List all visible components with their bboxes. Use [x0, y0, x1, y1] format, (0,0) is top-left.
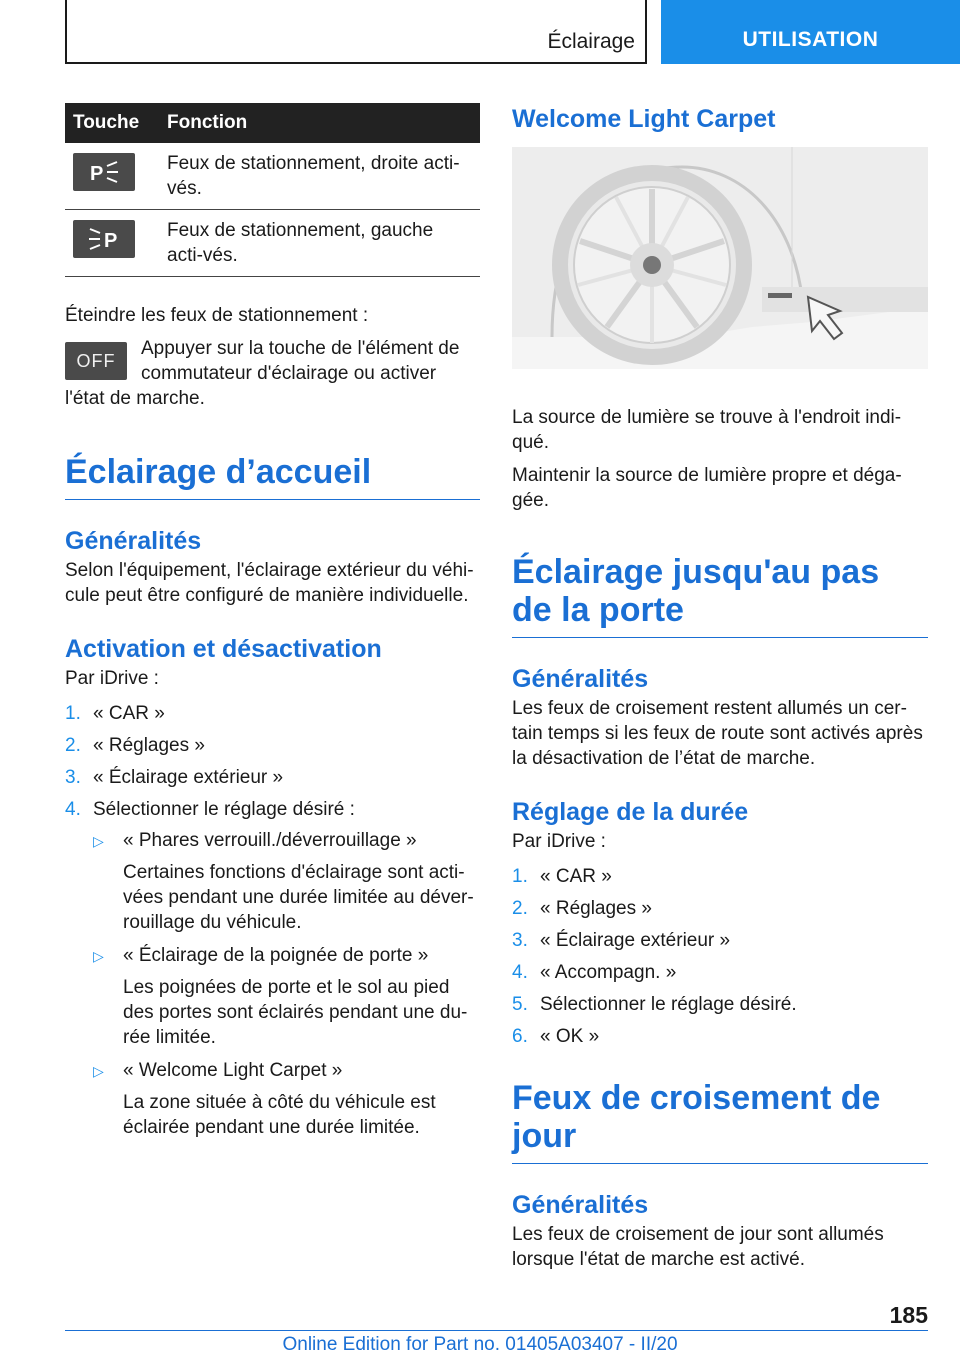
list-item: 4. « Accompagn. » [512, 962, 677, 983]
step-list [65, 701, 480, 1140]
list-item: 3. « Éclairage extérieur » [512, 930, 731, 951]
left-column [65, 103, 480, 1148]
header-section-title: Éclairage [547, 30, 635, 53]
triangle-bullet-icon: ▷ [93, 833, 104, 849]
section-title: Feux de croisement de jour [512, 1079, 928, 1164]
list-item: ▷ « Éclairage de la poignée de porte » Les poignées de porte et le sol au pied des portes sont éclairés pendant une du-rée limitée. [93, 945, 468, 1048]
subsection-title: Réglage de la durée [512, 798, 749, 826]
paragraph: La source de lumière se trouve à l'endroit indi-qué. [512, 407, 902, 453]
section-title: Éclairage jusqu'au pas de la porte [512, 553, 928, 638]
section-welcome-lighting [65, 453, 480, 1140]
table-row [65, 143, 480, 210]
subsection-title: Généralités [512, 1191, 649, 1219]
page-number: 185 [889, 1302, 928, 1328]
option-list [93, 828, 480, 1140]
off-instruction [65, 336, 480, 411]
header-chapter-tab: UTILISATION [661, 0, 960, 64]
turn-off-intro: Éteindre les feux de stationnement : [65, 305, 369, 326]
parking-light-left-icon [73, 220, 135, 258]
paragraph: Les feux de croisement de jour sont allumés lorsque l'état de marche est activé. [512, 1224, 884, 1270]
list-item: 2. « Réglages » [512, 898, 652, 919]
footer-divider [65, 1330, 928, 1331]
list-item: 6. « OK » [512, 1026, 600, 1047]
table-cell-function: Feux de stationnement, gauche acti-vés. [159, 210, 480, 277]
subsection-title: Welcome Light Carpet [512, 105, 776, 133]
right-column [512, 103, 928, 1272]
paragraph: Les feux de croisement restent allumés un cer-tain temps si les feux de route sont activés après la désactivation de l’état de marche. [512, 698, 923, 769]
table-header-function: Fonction [159, 103, 480, 143]
subsection-title: Généralités [65, 527, 202, 555]
subsection-title: Généralités [512, 665, 649, 693]
paragraph: Selon l'équipement, l'éclairage extérieur du véhi-cule peut être configuré de manière individuelle. [65, 560, 474, 606]
section-doorstep-lighting [512, 553, 928, 1049]
section-title: Éclairage d’accueil [65, 453, 480, 500]
paragraph: Par iDrive : [65, 668, 159, 689]
list-item: 1. « CAR » [65, 703, 165, 724]
footer-edition-text: Online Edition for Part no. 01405A03407 - II/20 [282, 1334, 678, 1355]
section-daytime-running-lights [512, 1079, 928, 1272]
triangle-bullet-icon: ▷ [93, 1063, 104, 1079]
car-wheel-illustration [512, 147, 928, 369]
list-item: 3. « Éclairage extérieur » [65, 767, 284, 788]
list-item: 1. « CAR » [512, 866, 612, 887]
svg-text:P: P [90, 163, 104, 185]
off-text: Appuyer sur la touche de l'élément de commutateur d'éclairage ou activer l'état de marche. [65, 338, 460, 409]
paragraph: Maintenir la source de lumière propre et déga-gée. [512, 465, 902, 511]
triangle-bullet-icon: ▷ [93, 948, 104, 964]
subsection-title: Activation et désactivation [65, 635, 382, 663]
off-button-icon: OFF [65, 342, 127, 380]
key-function-table [65, 103, 480, 277]
table-header-key: Touche [65, 103, 159, 143]
table-row [65, 210, 480, 277]
step-list [512, 864, 928, 1049]
parking-light-right-icon [73, 153, 135, 191]
list-item: ▷ « Welcome Light Carpet » La zone située à côté du véhicule est éclairée pendant une durée limitée. [93, 1060, 436, 1138]
svg-text:P: P [104, 230, 118, 252]
paragraph: Par iDrive : [512, 831, 606, 852]
table-cell-function: Feux de stationnement, droite acti-vés. [159, 143, 480, 210]
list-item: ▷ « Phares verrouill./déverrouillage » Certaines fonctions d'éclairage sont acti-vées pendant une durée limitée au déver-rouillage du véhicule. [93, 830, 474, 933]
list-item: 4. Sélectionner le réglage désiré : ▷ « Phares verrouill./déverrouillage » Certaines fonctions d'éclairage sont acti-vées pendant une durée limitée au déver-rouillage du véhicule. ▷ « Éclairage de la poignée de porte » Les poignées de porte et le sol au pied des portes sont éclairés pendant une du-rée limitée. ▷ « Welcome Light Carpet » La zone située à côté du véhicule est éclairée pendant une durée limitée. [65, 797, 480, 1140]
list-item: 2. « Réglages » [65, 735, 205, 756]
list-item: 5. Sélectionner le réglage désiré. [512, 994, 797, 1015]
